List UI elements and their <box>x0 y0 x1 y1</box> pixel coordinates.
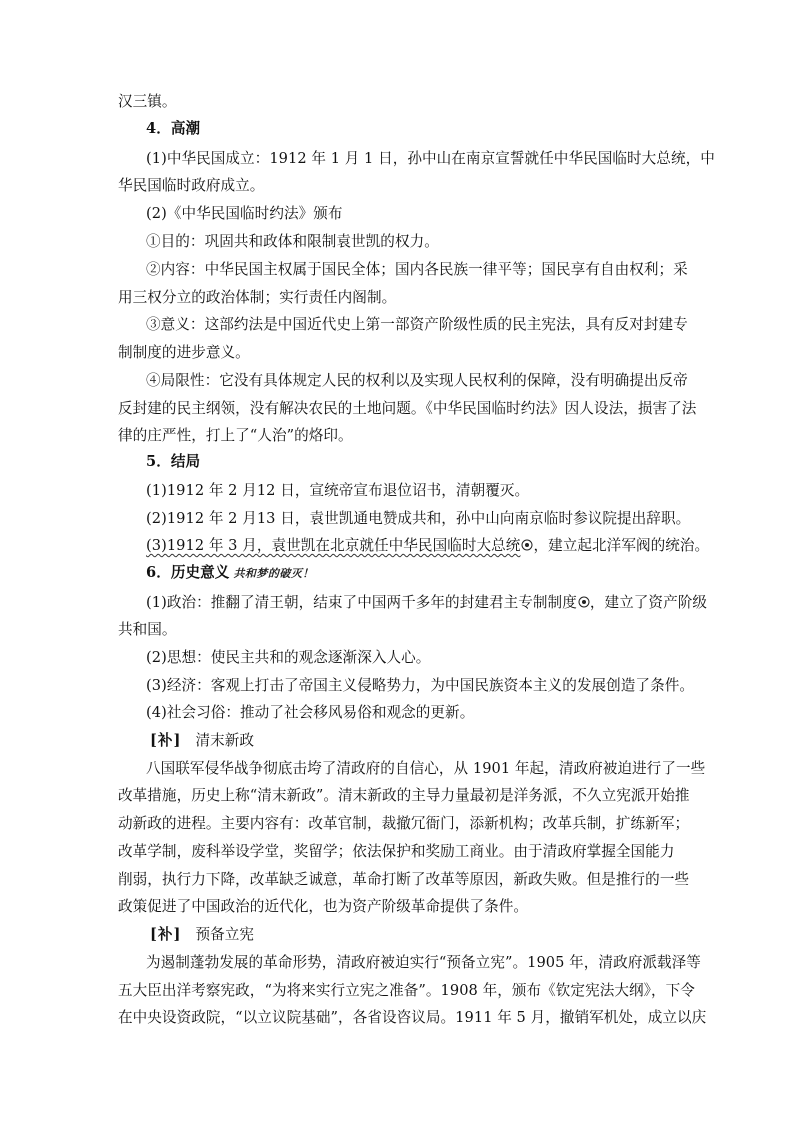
text-line: ①目的：巩固共和政体和限制袁世凯的权力。 <box>146 233 439 250</box>
text-line: (1)中华民国成立：1912 年 1 月 1 日，孙中山在南京宣誓就任中华民国临时大总统，中 <box>146 150 715 167</box>
text-line: 改革措施，历史上称“清末新政”。清末新政的主导力量最初是洋务派，不久立宪派开始推 <box>118 787 690 804</box>
text-line: 汉三镇。 <box>118 93 177 110</box>
text-line: 在中央设资政院，“以立议院基础”，各省设咨议局。1911 年 5 月，撤销军机处，成立以庆 <box>118 1009 707 1026</box>
supplement-heading <box>150 925 678 945</box>
text-line: (2)思想：使民主共和的观念逐渐深入人心。 <box>146 649 431 666</box>
supplement-title: 预备立宪 <box>195 926 255 943</box>
section-heading: 5．结局 <box>146 453 201 470</box>
text-fragment: (1)政治：推翻了清王朝，结束了中国两千多年的封建君主专制制度 <box>146 594 577 611</box>
supplement-heading <box>150 731 678 751</box>
text-line: 用三权分立的政治体制；实行责任内阁制。 <box>118 289 397 306</box>
text-line: 五大臣出洋考察宪政，“为将来实行立宪之准备”。1908 年，颁布《钦定宪法大纲》，下令 <box>118 982 695 999</box>
text-line: 削弱，执行力下降，改革缺乏诚意，革命打断了改革等原因，新政失败。但是推行的一些 <box>118 871 690 888</box>
section-heading: 4．高潮 <box>146 120 201 137</box>
heading-text: 6．历史意义 <box>146 564 230 581</box>
text-line: 律的庄严性，打上了“人治”的烙印。 <box>118 427 353 444</box>
supplement-tag: [补] <box>150 926 182 943</box>
text-line: (3)经济：客观上打击了帝国主义侵略势力，为中国民族资本主义的发展创造了条件。 <box>146 677 694 694</box>
text-line: 制制度的进步意义。 <box>118 344 250 361</box>
text-line <box>146 593 708 613</box>
text-fragment: ，建立起北洋军阀的统治。 <box>533 537 710 554</box>
text-line: (1)1912 年 2 月12 日，宣统帝宣布退位诏书，清朝覆灭。 <box>146 482 530 499</box>
text-line: 改革学制，废科举设学堂，奖留学；依法保护和奖励工商业。由于清政府掌握全国能力 <box>118 843 675 860</box>
text-fragment: ，建立了资产阶级 <box>589 594 708 611</box>
text-fragment: (3)1912 年 3 月，袁世凯在北京就任中华民国临时大总统 <box>146 537 521 554</box>
text-line: 为遏制蓬勃发展的革命形势，清政府被迫实行“预备立宪”。1905 年，清政府派载泽等 <box>146 954 701 971</box>
handwritten-note: 共和梦的破灭！ <box>233 567 314 580</box>
text-line: (4)社会习俗：推动了社会移风易俗和观念的更新。 <box>146 704 475 721</box>
text-line: ③意义：这部约法是中国近代史上第一部资产阶级性质的民主宪法，具有反对封建专 <box>146 316 688 333</box>
text-line: ④局限性：它没有具体规定人民的权利以及实现人民权利的保障，没有明确提出反帝 <box>146 372 688 389</box>
supplement-tag: [补] <box>150 732 182 749</box>
text-line: 共和国。 <box>118 621 177 638</box>
text-line: (2)1912 年 2 月13 日，袁世凯通电赞成共和，孙中山向南京临时参议院提出辞职。 <box>146 510 691 527</box>
text-line: 动新政的进程。主要内容有：改革官制，裁撤冗衙门，添新机构；改革兵制，扩练新军； <box>118 815 690 832</box>
text-line: (2)《中华民国临时约法》颁布 <box>146 205 343 222</box>
text-line: 八国联军侵华战争彻底击垮了清政府的自信心，从 1901 年起，清政府被迫进行了一些 <box>146 760 706 777</box>
supplement-title: 清末新政 <box>195 732 255 749</box>
text-line: 反封建的民主纲领，没有解决农民的土地问题。《中华民国临时约法》因人设法，损害了法 <box>118 400 697 417</box>
circled-number-icon <box>521 539 533 551</box>
text-line: 华民国临时政府成立。 <box>118 177 265 194</box>
text-line: 政策促进了中国政治的近代化，也为资产阶级革命提供了条件。 <box>118 898 529 915</box>
text-line: ②内容：中华民国主权属于国民全体；国内各民族一律平等；国民享有自由权利；采 <box>146 261 688 278</box>
circled-number-icon <box>578 596 590 608</box>
section-heading <box>146 563 678 584</box>
text-line <box>146 536 710 556</box>
